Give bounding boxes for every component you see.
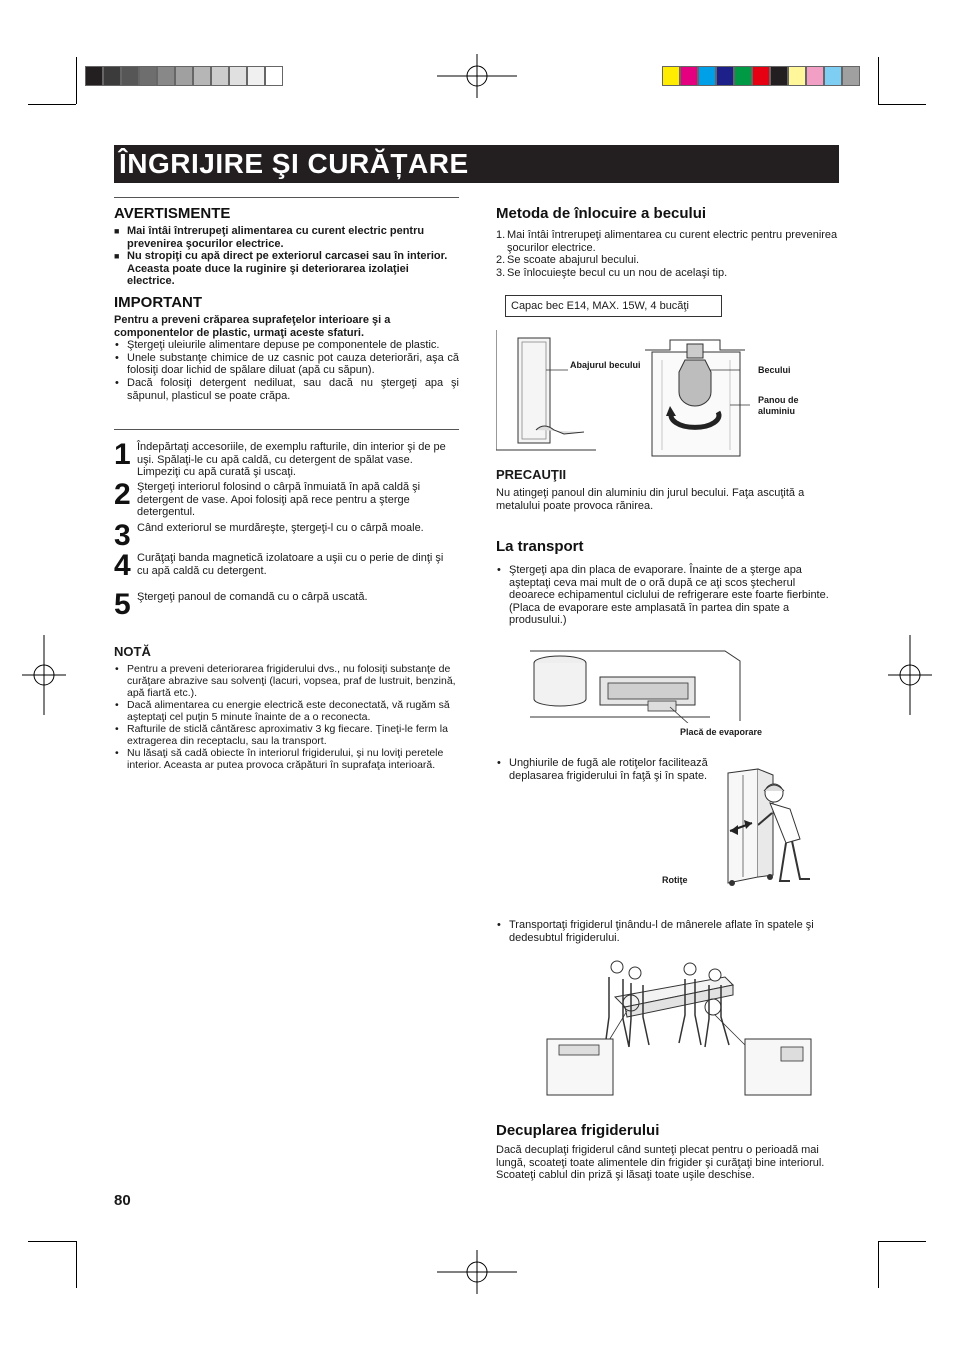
- precautions-heading: PRECAUŢII: [496, 467, 567, 482]
- transport-heading: La transport: [496, 538, 584, 555]
- wheels-label: Rotiţe: [662, 875, 688, 885]
- list-item: • Ştergeţi uleiurile alimentare depuse pe componentele de plastic.: [114, 339, 459, 352]
- list-item: 3. Se înlocuieşte becul cu un nou de acelaşi tip.: [496, 266, 728, 279]
- list-item: • Unghiurile de fugă ale rotiţelor facilitează deplasarea frigiderului în faţă şi în spate.: [496, 757, 721, 782]
- crosshair-icon: [22, 635, 66, 715]
- color-swatch: [193, 66, 211, 86]
- list-item: • Pentru a preveni deteriorarea frigiderului dvs., nu folosiţi substanţe de curăţare abrazive sau solvenţi (lacuri, vopsea, praf de lustruit, benzină, apă fiartă etc.).: [114, 663, 459, 699]
- color-swatch: [698, 66, 716, 86]
- step-text: Când exteriorul se murdăreşte, ştergeţi-l cu o cârpă moale.: [137, 522, 424, 534]
- unplug-heading: Decuplarea frigiderului: [496, 1122, 660, 1139]
- panel-label: Panou de aluminiu: [758, 395, 799, 416]
- important-list: [114, 339, 459, 402]
- bulb-illustration: [640, 330, 750, 460]
- color-swatch: [139, 66, 157, 86]
- color-swatch: [103, 66, 121, 86]
- color-swatch: [211, 66, 229, 86]
- list-item: • Nu lăsaţi să cadă obiecte în interiorul frigiderului, şi nu loviţi peretele interior. Aceasta ar putea provoca crăpături în suprafaţa interioară.: [114, 747, 459, 771]
- step-text: Îndepărtaţi accesoriile, de exemplu rafturile, din interior şi de pe uşi. Spălaţi-le cu apă caldă, cu detergent de spălat vase. Limpeziţi cu apă curată şi uscaţi.: [137, 441, 446, 479]
- page-title: ÎNGRIJIRE ŞI CURĂȚARE: [114, 145, 839, 183]
- evaporator-label: Placă de evaporare: [680, 727, 763, 737]
- color-swatch: [734, 66, 752, 86]
- unplug-text: Dacă decuplaţi frigiderul când sunteţi plecat pentru o perioadă mai lungă, scoateţi toate alimentele din frigider şi curăţaţi bine interiorul. Scoateţi cablul din priză şi lăsaţi toate uşile deschise.: [496, 1144, 825, 1182]
- color-swatch: [770, 66, 788, 86]
- color-swatch: [806, 66, 824, 86]
- list-item: • Transportaţi frigiderul ţinându-l de mânerele aflate în spatele şi dedesubtul frigiderului.: [496, 919, 839, 944]
- warnings-list: [114, 225, 459, 288]
- list-item: • Unele substanţe chimice de uz casnic pot cauza deteriorări, aşa că folosiţi doar lichid de spălare diluat (apă cu săpun).: [114, 352, 459, 377]
- shade-label: Abajurul becului: [570, 360, 641, 370]
- moving-fridge-illustration: [700, 765, 815, 890]
- important-heading: IMPORTANT: [114, 294, 203, 311]
- color-swatch: [716, 66, 734, 86]
- bulb-label: Becului: [758, 365, 791, 375]
- transport-list: [496, 564, 839, 627]
- step-text: Ştergeţi panoul de comandă cu o cârpă uscată.: [137, 591, 368, 603]
- transport-list-2: [496, 757, 721, 782]
- list-item: ■ Mai întâi întrerupeţi alimentarea cu curent electric pentru prevenirea şocurilor electrice.: [114, 225, 459, 250]
- bulb-heading: Metoda de înlocuire a becului: [496, 205, 707, 222]
- important-section: [114, 294, 459, 402]
- step-number: 3: [114, 519, 131, 552]
- color-swatch: [247, 66, 265, 86]
- list-item: 2. Se scoate abajurul becului.: [496, 254, 640, 267]
- warnings-section: [114, 205, 459, 288]
- color-swatch: [265, 66, 283, 86]
- important-intro: Pentru a preveni crăparea suprafeţelor interioare şi a componentelor de plastic, urmaţi aceste sfaturi.: [114, 314, 391, 339]
- precautions-text: Nu atingeţi panoul din aluminiu din jurul becului. Faţa ascuţită a metalului poate provoca rănirea.: [496, 487, 805, 512]
- crosshair-icon: [437, 1250, 517, 1294]
- note-heading: NOTĂ: [114, 644, 151, 659]
- color-swatch: [121, 66, 139, 86]
- color-swatch: [824, 66, 842, 86]
- transport-section: [496, 538, 839, 627]
- color-swatch: [752, 66, 770, 86]
- bulb-section: [496, 205, 839, 279]
- list-item: • Ştergeţi apa din placa de evaporare. Înainte de a şterge apa aşteptaţi ceva mai mult de o oră după ce aţi scos ştecherul deoarece echipamentul ciclului de refrigerare este foarte fierbinte. (Placa de evaporare este amplasată în partea din spate a produsului.): [496, 564, 839, 627]
- note-list: [114, 663, 459, 771]
- page-number: 80: [114, 1192, 131, 1209]
- divider: [114, 429, 459, 430]
- step-number: 4: [114, 549, 131, 582]
- precautions-section: [496, 467, 839, 512]
- color-swatch: [842, 66, 860, 86]
- step-text: Ştergeţi interiorul folosind o cârpă înmuiată în apă caldă şi detergent de vase. Apoi folosiţi apă rece pentru a şterge detergentul.: [137, 481, 421, 519]
- crosshair-icon: [437, 54, 517, 98]
- unplug-section: [496, 1122, 839, 1182]
- list-item: 1. Mai întâi întrerupeţi alimentarea cu curent electric pentru prevenirea şocurilor electrice.: [496, 229, 838, 254]
- note-section: [114, 644, 459, 771]
- step-number: 5: [114, 588, 131, 621]
- evaporator-tray-illustration: [530, 645, 745, 723]
- color-swatch: [680, 66, 698, 86]
- transport-list-3: [496, 919, 839, 944]
- process-color-bar: [662, 66, 860, 86]
- crosshair-icon: [888, 635, 932, 715]
- color-swatch: [85, 66, 103, 86]
- color-swatch: [229, 66, 247, 86]
- bulb-steps: [496, 229, 839, 279]
- lamp-shade-illustration: [496, 330, 596, 455]
- list-item: • Rafturile de sticlă cântăresc aproximativ 3 kg fiecare. Ţineţi-le ferm la extragerea din receptaclu, sau la transport.: [114, 723, 459, 747]
- color-swatch: [175, 66, 193, 86]
- bulb-spec-box: Capac bec E14, MAX. 15W, 4 bucăţi: [505, 295, 722, 317]
- list-item: ■ Nu stropiţi cu apă direct pe exteriorul carcasei sau în interior. Aceasta poate duce la ruginire şi deteriorarea izolaţiei electrice.: [114, 250, 459, 288]
- list-item: • Dacă alimentarea cu energie electrică este deconectată, vă rugăm să aşteptaţi cel puţin 5 minute înainte de a o reconecta.: [114, 699, 459, 723]
- color-swatch: [157, 66, 175, 86]
- warnings-heading: AVERTISMENTE: [114, 205, 231, 222]
- carrying-fridge-illustration: [545, 955, 815, 1097]
- gray-color-bar: [85, 66, 283, 86]
- list-item: • Dacă folosiţi detergent nediluat, sau dacă nu ştergeţi apa şi săpunul, plasticul se poate crăpa.: [114, 377, 459, 402]
- color-swatch: [662, 66, 680, 86]
- step-number: 2: [114, 478, 131, 511]
- step-number: 1: [114, 438, 131, 471]
- divider: [114, 197, 459, 198]
- color-swatch: [788, 66, 806, 86]
- step-text: Curăţaţi banda magnetică izolatoare a uşii cu o perie de dinţi şi cu apă caldă cu detergent.: [137, 552, 444, 577]
